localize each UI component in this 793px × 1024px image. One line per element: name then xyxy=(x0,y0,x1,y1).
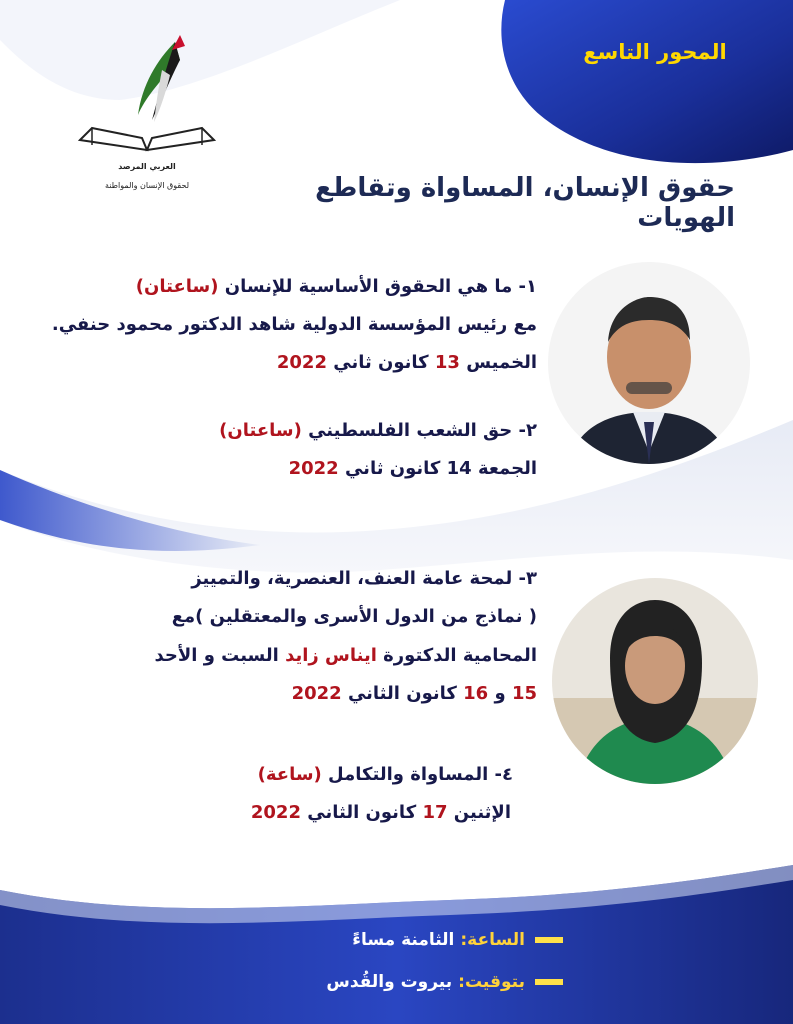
item-4-line-2 xyxy=(251,802,511,823)
item-3-line-2 xyxy=(172,606,537,627)
logo-tagline: لحقوق الإنسان والمواطنة xyxy=(104,181,190,190)
year: 2022 xyxy=(276,352,327,373)
speaker-text: مع رئيس المؤسسة الدولية شاهد الدكتور محمود حنفي. xyxy=(51,314,537,335)
speaker-name: ايناس زايد xyxy=(285,645,377,666)
item-3-line-4 xyxy=(292,683,537,704)
duration-label: (ساعة) xyxy=(257,764,322,785)
date-day-1: 15 xyxy=(511,683,537,704)
logo-name: العربي المرصد xyxy=(118,162,176,171)
time-value: الثامنة مساءً xyxy=(352,930,455,950)
days: السبت و الأحد xyxy=(154,645,286,666)
text: ٢- حق الشعب الفلسطيني xyxy=(301,420,537,441)
day: الإثنين xyxy=(447,802,511,823)
item-3-line-3 xyxy=(154,645,537,666)
item-1-line-2 xyxy=(52,314,537,335)
month: كانون الثاني xyxy=(341,683,464,704)
bullet-bar xyxy=(535,937,563,943)
section-badge: المحور التاسع xyxy=(583,40,727,64)
speaker-photo-2 xyxy=(552,578,758,784)
date: الجمعة 14 كانون ثاني xyxy=(338,458,537,479)
and: و xyxy=(488,683,512,704)
logo-emblem-icon xyxy=(72,30,222,160)
date-day-2: 16 xyxy=(463,683,489,704)
item-2-line-1 xyxy=(219,420,537,441)
text: ( نماذج من الدول الأسرى والمعتقلين )مع xyxy=(171,606,537,627)
organization-logo xyxy=(72,30,222,205)
year: 2022 xyxy=(288,458,339,479)
day: الخميس xyxy=(459,352,537,373)
text: ٣- لمحة عامة العنف، العنصرية، والتمييز xyxy=(191,568,537,589)
text: ٤- المساواة والتكامل xyxy=(321,764,513,785)
date-day: 17 xyxy=(422,802,448,823)
footer-time xyxy=(352,930,563,950)
item-4-line-1 xyxy=(258,764,513,785)
text: ١- ما هي الحقوق الأساسية للإنسان xyxy=(218,276,537,297)
duration-label: (ساعتان) xyxy=(219,420,302,441)
duration-label: (ساعتان) xyxy=(135,276,219,297)
year: 2022 xyxy=(291,683,342,704)
time-label: الساعة: xyxy=(460,930,525,950)
date-day: 13 xyxy=(434,352,460,373)
bullet-bar xyxy=(535,979,563,985)
text: المحامية الدكتورة xyxy=(376,645,537,666)
month: كانون الثاني xyxy=(300,802,423,823)
month: كانون ثاني xyxy=(326,352,435,373)
speaker-photo-1 xyxy=(548,262,750,464)
item-1-line-3 xyxy=(277,352,537,373)
footer-timezone xyxy=(326,972,563,992)
year: 2022 xyxy=(250,802,301,823)
item-3-line-1 xyxy=(191,568,537,589)
item-1-line-1 xyxy=(136,276,537,297)
item-2-line-2 xyxy=(289,458,537,479)
timezone-label: بتوقيت: xyxy=(458,972,525,992)
page-title: حقوق الإنسان، المساواة وتقاطع الهويات xyxy=(315,173,735,233)
timezone-value: بيروت والقُدس xyxy=(326,972,453,992)
